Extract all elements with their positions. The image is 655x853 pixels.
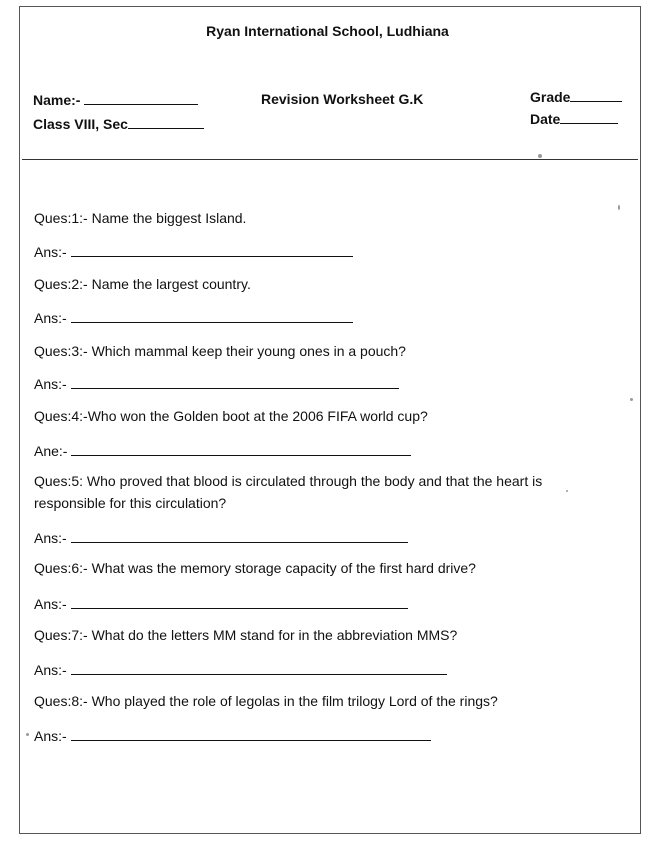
answer-6 [34,595,408,613]
answer-5-label: Ans:- [34,530,67,546]
answer-2 [34,309,353,327]
grade-field [530,89,622,105]
answer-8-line [71,727,431,741]
question-5: Ques:5: Who proved that blood is circulated through the body and that the heart is responsible for this circulation? [34,473,543,511]
name-blank [84,92,198,105]
answer-7-line [71,661,447,675]
name-label: Name:- [33,92,81,108]
answer-8-label: Ans:- [34,728,67,744]
answer-2-line [71,309,353,323]
answer-3 [34,375,399,393]
answer-4 [34,442,411,460]
answer-6-line [71,595,408,609]
answer-5 [34,529,408,547]
answer-3-label: Ans:- [34,376,67,392]
question-6: Ques:6:- What was the memory storage capacity of the first hard drive? [34,560,476,576]
answer-7-label: Ans:- [34,662,67,678]
grade-blank [570,89,622,102]
question-3: Ques:3:- Which mammal keep their young ones in a pouch? [34,343,406,359]
question-1: Ques:1:- Name the biggest Island. [34,210,247,226]
answer-8 [34,727,431,745]
worksheet-title: Revision Worksheet G.K [261,91,424,107]
answer-4-label: Ane:- [34,443,68,459]
class-label: Class VIII, Sec [33,116,128,132]
class-section-field [33,116,204,132]
answer-1-label: Ans:- [34,244,67,260]
answer-3-line [71,375,399,389]
scan-speck [26,733,29,736]
scan-speck [618,205,620,210]
header-divider [22,159,638,160]
school-name: Ryan International School, Ludhiana [206,23,449,39]
question-2: Ques:2:- Name the largest country. [34,276,251,292]
answer-1-line [71,243,353,257]
answer-7 [34,661,447,679]
answer-2-label: Ans:- [34,310,67,326]
date-label: Date [530,111,561,127]
question-7: Ques:7:- What do the letters MM stand for in the abbreviation MMS? [34,627,458,643]
answer-1 [34,243,353,261]
section-blank [128,116,204,129]
date-field [530,111,618,127]
answer-5-line [71,529,408,543]
answer-6-label: Ans:- [34,596,67,612]
answer-4-line [71,442,411,456]
name-field [33,92,198,108]
question-8: Ques:8:- Who played the role of legolas in the film trilogy Lord of the rings? [34,693,498,709]
scan-speck [630,398,633,401]
grade-label: Grade [530,89,571,105]
date-blank [560,111,618,124]
scan-speck [538,154,542,158]
scan-speck [566,490,568,492]
question-4: Ques:4:-Who won the Golden boot at the 2006 FIFA world cup? [34,408,428,424]
